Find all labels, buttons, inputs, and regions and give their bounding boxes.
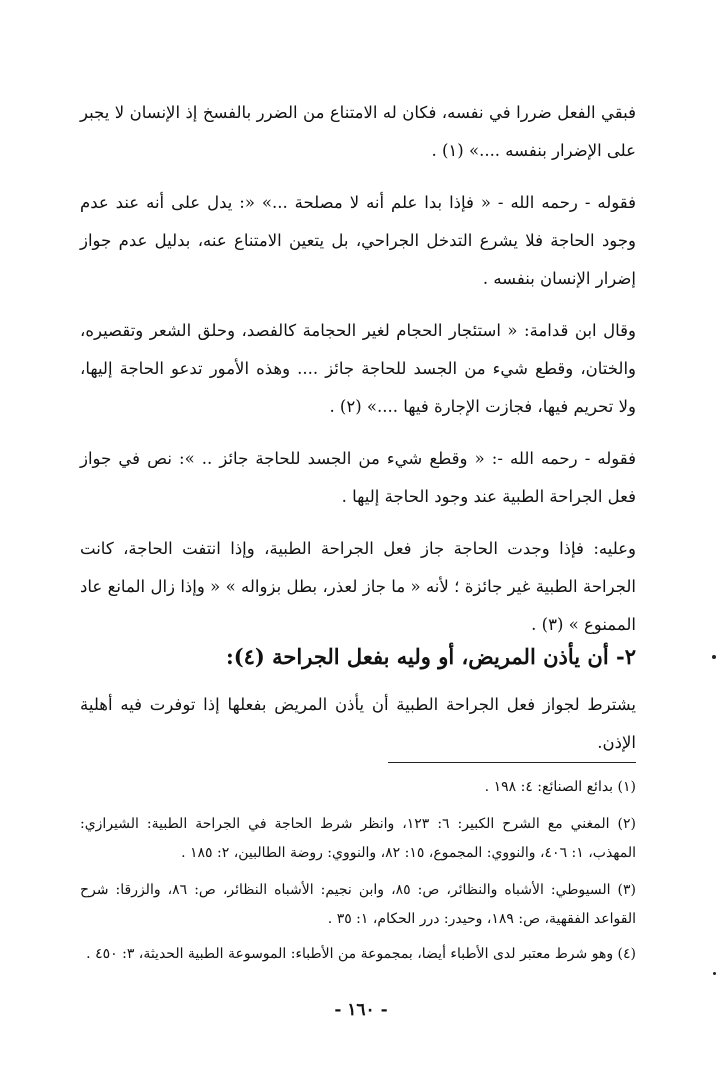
section-heading: ٢- أن يأذن المريض، أو وليه بفعل الجراحة (٤):: [225, 644, 636, 669]
paragraph-1: فبقي الفعل ضررا في نفسه، فكان له الامتناع من الضرر بالفسخ إذ الإنسان لا يجبر على الإضرار بنفسه ....» (١) .: [80, 103, 636, 160]
paragraph-5: وعليه: فإذا وجدت الحاجة جاز فعل الجراحة الطبية، وإذا انتفت الحاجة، كانت الجراحة الطبية غير جائزة ؛ لأنه « ما جاز لعذر، بطل بزواله » « وإذا زال المانع عاد الممنوع » (٣) .: [80, 539, 636, 634]
paragraph-4: فقوله - رحمه الله -: « وقطع شيء من الجسد للحاجة جائز .. »: نص في جواز فعل الجراحة الطبية عند وجود الحاجة إليها .: [80, 449, 636, 506]
footnote-3: (٣) السيوطي: الأشباه والنظائر، ص: ٨٥، وابن نجيم: الأشباه النظائر، ص: ٨٦، والزرقا: شرح القواعد الفقهية، ص: ١٨٩، وحيدر: درر الحكام، ١: ٣٥ .: [80, 882, 636, 927]
footnote-4: (٤) وهو شرط معتبر لدى الأطباء أيضا، بمجموعة من الأطباء: الموسوعة الطبية الحديثة، ٣: ٤٥٠ .: [86, 946, 636, 962]
paragraph-after-heading: يشترط لجواز فعل الجراحة الطبية أن يأذن المريض بفعلها إذا توفرت فيه أهلية الإذن.: [80, 695, 636, 752]
footnote-1: (١) بدائع الصنائع: ٤: ١٩٨ .: [484, 779, 636, 795]
paragraph-2: فقوله - رحمه الله - « فإذا بدا علم أنه لا مصلحة ...» «: يدل على أنه عند عدم وجود الحاجة فلا يشرع التدخل الجراحي، بل يتعين الامتناع عنه، بدليل عدم جواز إضرار الإنسان بنفسه .: [80, 193, 636, 288]
scan-speck: [713, 972, 716, 975]
footnote-divider: [388, 762, 636, 763]
paragraph-3: وقال ابن قدامة: « استئجار الحجام لغير الحجامة كالفصد، وحلق الشعر وتقصيره، والختان، وقطع شيء من الجسد للحاجة جائز .... وهذه الأمور تدعو الحاجة إليها، ولا تحريم فيها، فجازت الإجارة فيها ....» (٢) .: [80, 321, 636, 416]
footnote-2: (٢) المغني مع الشرح الكبير: ٦: ١٢٣، وانظر شرط الحاجة في الجراحة الطبية: الشيرازي: المهذب، ١: ٤٠٦، والنووي: المجموع، ١٥: ٨٢، والنووي: روضة الطالبين، ٢: ١٨٥ .: [80, 816, 636, 861]
page-number: - ١٦٠ -: [334, 1000, 388, 1020]
scan-speck: [712, 655, 716, 659]
